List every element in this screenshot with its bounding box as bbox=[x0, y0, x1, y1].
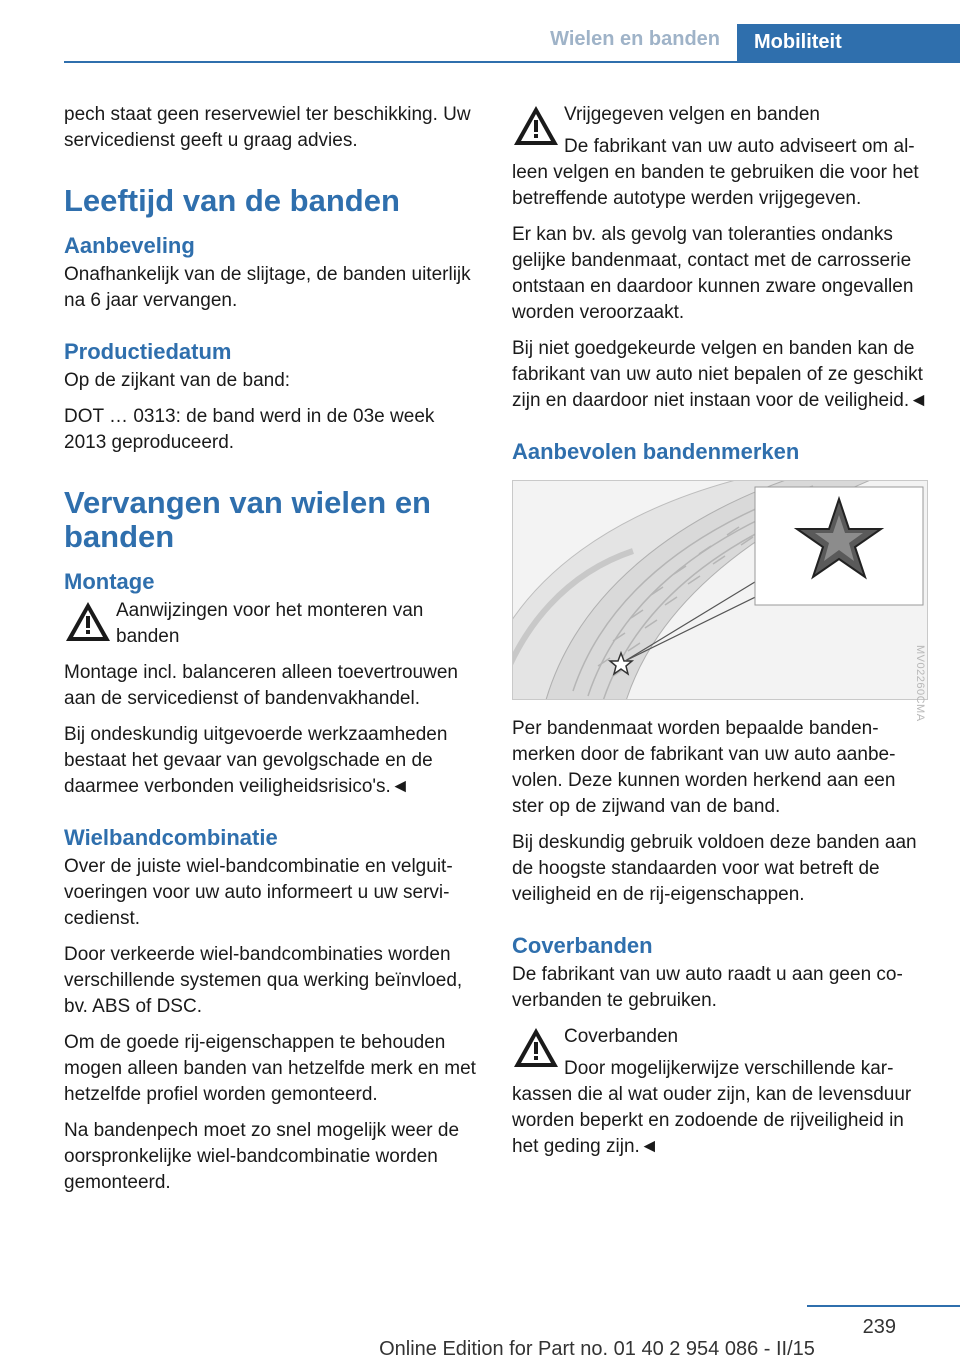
tire-illustration bbox=[513, 481, 928, 700]
left-column bbox=[64, 102, 480, 1206]
warning-triangle-icon bbox=[512, 1026, 560, 1070]
paragraph-recommendation: Onafhankelijk van de slijtage, de banden uiterlijk na 6 jaar vervangen. bbox=[64, 264, 471, 311]
paragraph-combination-4: Na bandenpech moet zo snel mogelijk weer de oorspronkelijke wiel-bandcombinatie worden gemonteerd. bbox=[64, 1120, 460, 1193]
subheading-production-date: Productiedatum bbox=[64, 339, 232, 364]
footer-divider bbox=[807, 1305, 960, 1307]
paragraph-combination-2: Door verkeerde wiel-bandcombinaties worden verschillende systemen qua werking beïnvloed, bv. ABS of DSC. bbox=[64, 944, 463, 1017]
paragraph-combination-3: Om de goede rij-eigenschappen te behouden mogen alleen banden van hetzelfde merk en met hetzelfde profiel worden gemonteerd. bbox=[64, 1032, 476, 1105]
warning-mounting-title: Aanwijzingen voor het monteren van banden bbox=[116, 600, 424, 647]
figure-code: MV02260CMA bbox=[914, 645, 926, 722]
subheading-wheel-tire-combination: Wielbandcombinatie bbox=[64, 825, 278, 850]
paragraph-approved-3: Bij niet goedgekeurde velgen en banden kan de fabrikant van uw auto niet bepalen of ze geschikt zijn en daardoor niet instaan voor de veiligheid.◄ bbox=[512, 338, 928, 411]
subheading-recommended-brands: Aanbevolen bandenmerken bbox=[512, 439, 800, 464]
warning-mounting bbox=[64, 598, 480, 660]
paragraph-mounting-1: Montage incl. balanceren alleen toevertrouwen aan de servicedienst of bandenvakhandel. bbox=[64, 662, 458, 709]
warning-cover-title: Coverbanden bbox=[564, 1026, 679, 1047]
subheading-mounting: Montage bbox=[64, 569, 155, 594]
warning-approved-title: Vrijgegeven velgen en banden bbox=[564, 104, 820, 125]
header-section-title: Wielen en banden bbox=[550, 28, 720, 50]
subheading-recommendation: Aanbeveling bbox=[64, 233, 195, 258]
paragraph-approved-2: Er kan bv. als gevolg van toleranties ondanks gelijke bandenmaat, contact met de carrosserie ontstaan en daardoor kunnen zware ongevallen worden veroorzaakt. bbox=[512, 224, 914, 323]
paragraph-production-1: Op de zijkant van de band: bbox=[64, 370, 291, 391]
tire-star-marking-figure bbox=[512, 480, 928, 700]
footer-edition: Online Edition for Part no. 01 40 2 954 086 - II/15 bbox=[379, 1338, 815, 1360]
warning-triangle-icon bbox=[512, 104, 560, 148]
paragraph-production-2: DOT … 0313: de band werd in de 03e week 2013 geproduceerd. bbox=[64, 406, 435, 453]
subheading-cover-tires: Coverbanden bbox=[512, 933, 653, 958]
paragraph-brands-2: Bij deskundig gebruik voldoen deze banden aan de hoogste standaarden voor wat betreft de veiligheid en de rij-eigenschappen. bbox=[512, 832, 917, 905]
heading-replace-wheels: Vervangen van wielen en banden bbox=[64, 485, 431, 554]
header-chapter-tab: Mobiliteit bbox=[737, 24, 960, 61]
right-column bbox=[512, 102, 928, 1170]
header-divider bbox=[64, 61, 960, 63]
page-number: 239 bbox=[862, 1316, 896, 1338]
paragraph-mounting-2: Bij ondeskundig uitgevoerde werkzaamheden bestaat het gevaar van gevolgschade en de daarmee verbonden veiligheidsrisico's.◄ bbox=[64, 724, 448, 797]
paragraph-cover: De fabrikant van uw auto raadt u aan geen coverbanden te gebruiken. bbox=[512, 964, 903, 1011]
intro-paragraph: pech staat geen reservewiel ter beschikking. Uw servicedienst geeft u graag advies. bbox=[64, 104, 471, 151]
page-header bbox=[0, 0, 960, 62]
warning-approved-paragraph-1: De fabrikant van uw auto adviseert om alleen velgen en banden te gebruiken die voor het betreffende autotype werden vrijgegeven. bbox=[512, 136, 919, 209]
warning-triangle-icon bbox=[64, 600, 112, 644]
paragraph-combination-1: Over de juiste wiel-bandcombinatie en velguitvoeringen voor uw auto informeert u uw servicedienst. bbox=[64, 856, 453, 929]
paragraph-brands-1: Per bandenmaat worden bepaalde bandenmerken door de fabrikant van uw auto aanbevolen. Deze kunnen worden herkend aan een ster op de zijwand van de band. bbox=[512, 718, 896, 817]
warning-cover-paragraph: Door mogelijkerwijze verschillende karkassen die al wat ouder zijn, kan de levensduur worden beperkt en zodoende de rijveiligheid in het geding zijn.◄ bbox=[512, 1058, 912, 1157]
heading-tire-age: Leeftijd van de banden bbox=[64, 183, 400, 218]
